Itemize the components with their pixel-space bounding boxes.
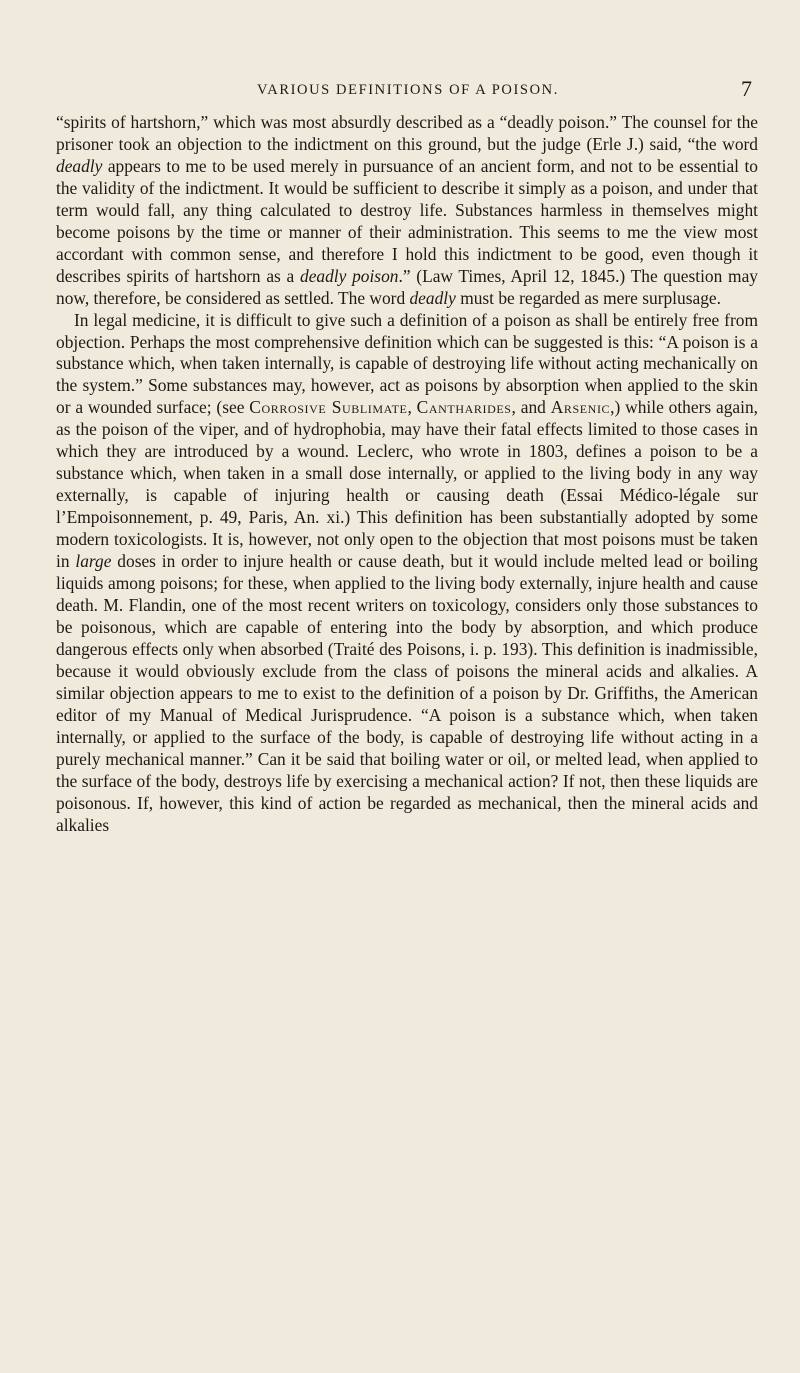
text-run: .” (Law Times, April 12, 1845.) The question may now, therefore, be considered as settled. The word xyxy=(56,265,758,308)
text-run: appears to me to be used merely in pursuance of an ancient form, and not to be essential to the validity of the indictment. It would be sufficient to describe it simply as a poison, and under that term would fall, any thing calculated to destroy life. Substances harmless in themselves might become poisons by the time or manner of their administration. This seems to me the view most accordant with common sense, and therefore I hold this indictment to be good, even though it describes spirits of hartshorn as a xyxy=(56,155,758,286)
text-run: , and xyxy=(511,397,551,418)
text-run: must be regarded as mere surplusage. xyxy=(455,287,721,308)
italic-term: deadly poison xyxy=(300,265,399,286)
page-number: 7 xyxy=(741,76,752,101)
running-title: VARIOUS DEFINITIONS OF A POISON. xyxy=(257,82,559,98)
paragraph-1 xyxy=(56,112,758,310)
italic-term: deadly xyxy=(56,155,103,176)
small-caps-term: Corrosive Sublimate xyxy=(249,397,408,418)
text-run: doses in order to injure health or cause death, but it would include melted lead or boiling liquids among poisons; for these, when applied to the living body externally, injure health and cause death. M. Flandin, one of the most recent writers on toxicology, considers only those substances to be poisonous, which are capable of entering into the body by absorption, and which produce dangerous effects only when absorbed (Traité des Poisons, i. p. 193). This definition is inadmissible, because it would obviously exclude from the class of poisons the mineral acids and alkalies. A similar objection appears to me to exist to the definition of a poison by Dr. Griffiths, the American editor of my Manual of Medical Jurisprudence. “A poison is a substance which, when taken internally, or applied to the surface of the body, is capable of destroying life without acting in a purely mechanical manner.” Can it be said that boiling water or oil, or melted lead, when applied to the surface of the body, destroys life by exercising a mechanical action? If not, then these liquids are poisonous. If, however, this kind of action be regarded as mechanical, then the mineral acids and alkalies xyxy=(56,551,758,835)
italic-term: deadly xyxy=(409,287,456,308)
paragraph-2 xyxy=(56,310,758,837)
body-text xyxy=(56,112,758,836)
italic-term: large xyxy=(75,551,112,572)
text-run: , xyxy=(407,397,417,418)
text-run: In legal medicine, it is difficult to give such a definition of a poison as shall be entirely free from objection. Perhaps the most comprehensive definition which can be suggested is this: “A poison is a substance which, when taken internally, is capable of destroying life without acting mechanically on the system.” Some substances may, however, act as poisons by absorption when applied to the skin or a wounded surface; (see xyxy=(56,309,758,418)
text-run: “spirits of hartshorn,” which was most absurdly described as a “deadly poison.” The counsel for the prisoner took an objection to the indictment on this ground, but the judge (Erle J.) said, “the word xyxy=(56,112,758,154)
small-caps-term: Arsenic xyxy=(550,397,611,418)
running-head xyxy=(56,78,760,106)
small-caps-term: Cantharides xyxy=(416,397,512,418)
text-run: ,) while others again, as the poison of the viper, and of hydrophobia, may have their fatal effects limited to those cases in which they are introduced by a wound. Leclerc, who wrote in 1803, defines a poison to be a substance which, when taken in a small dose internally, or applied to the living body in any way externally, is capable of injuring health or causing death (Essai Médico-légale sur l’Empoisonnement, p. 49, Paris, An. xi.) This definition has been substantially adopted by some modern toxicologists. It is, however, not only open to the objection that most poisons must be taken in xyxy=(56,397,759,572)
